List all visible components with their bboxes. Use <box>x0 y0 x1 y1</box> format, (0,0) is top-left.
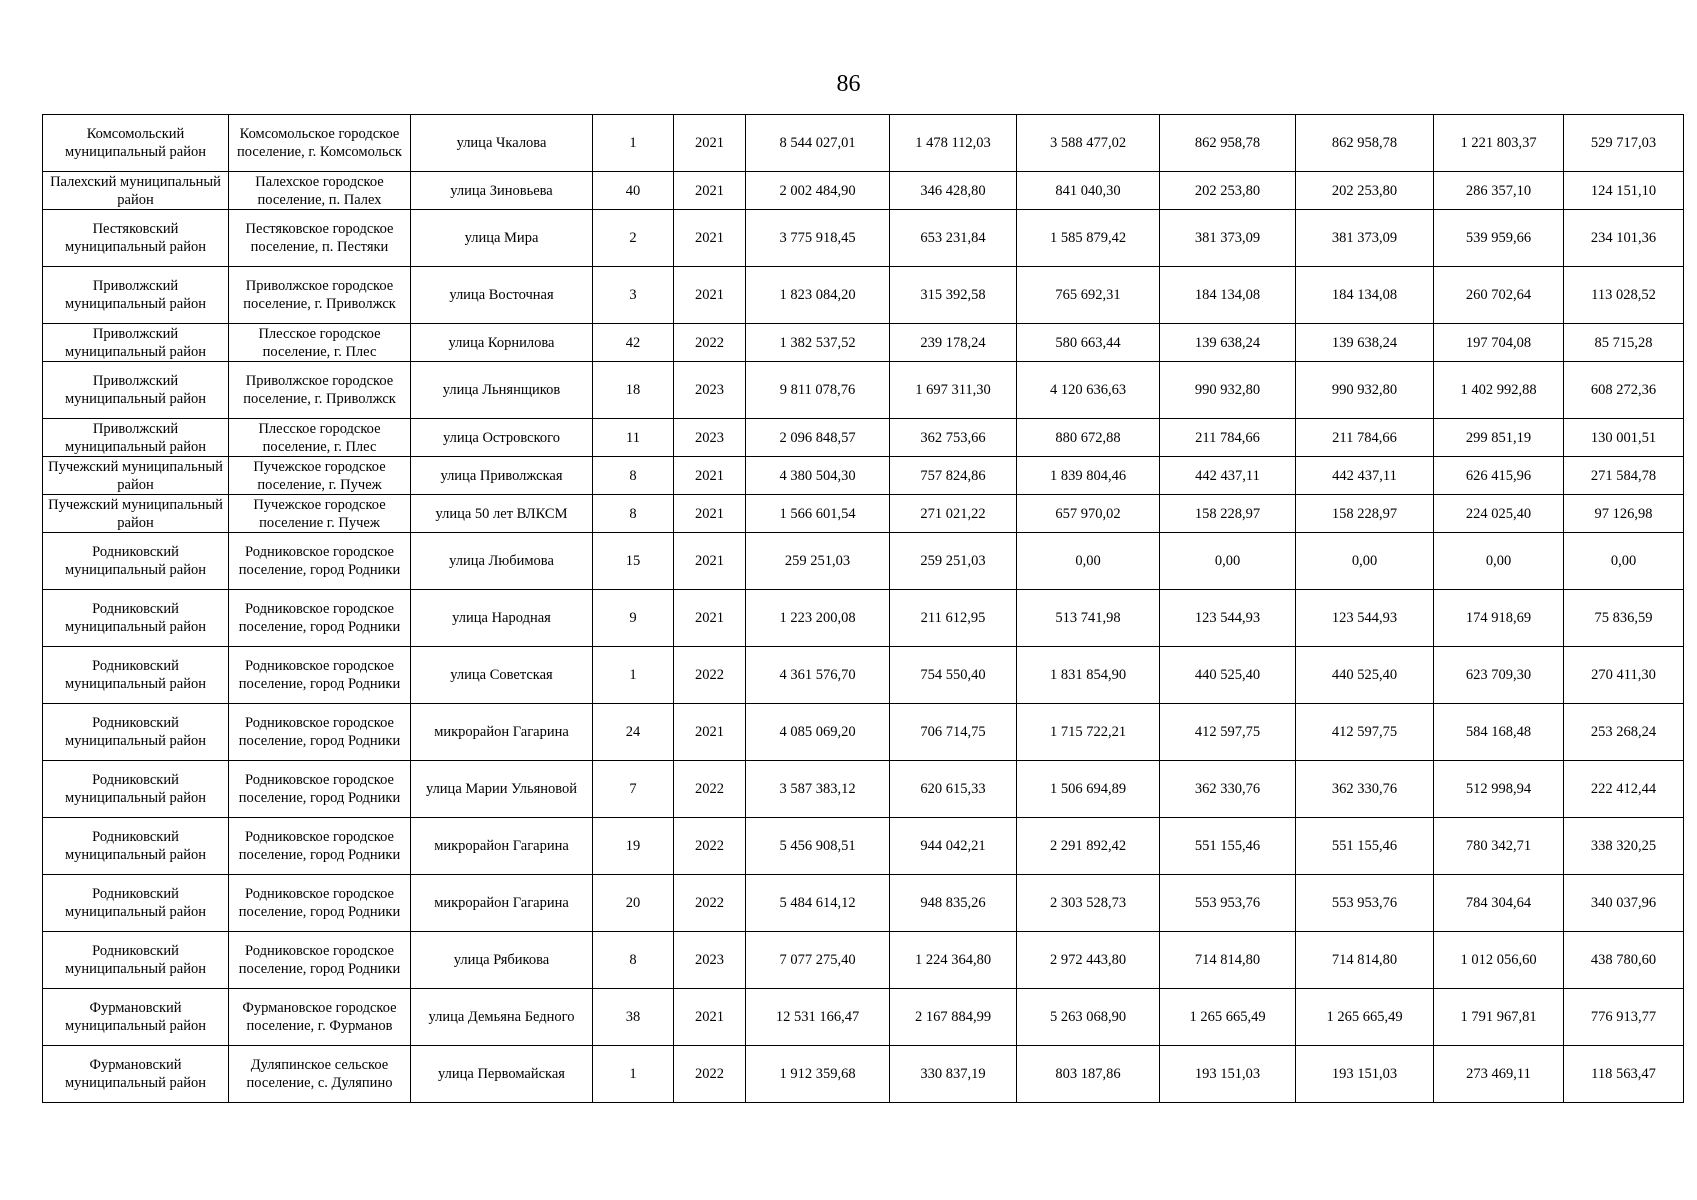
house-number-cell: 1 <box>593 647 674 704</box>
amount-col6-cell: 260 702,64 <box>1434 267 1564 324</box>
house-number-cell: 9 <box>593 590 674 647</box>
amount-col3-cell: 657 970,02 <box>1017 495 1160 533</box>
amount-total-cell: 5 456 908,51 <box>746 818 890 875</box>
settlement-cell: Родниковское городское поселение, город Родники <box>229 704 411 761</box>
amount-col3-cell: 841 040,30 <box>1017 172 1160 210</box>
amount-col6-cell: 584 168,48 <box>1434 704 1564 761</box>
page-number: 86 <box>836 71 861 97</box>
amount-col6-cell: 0,00 <box>1434 533 1564 590</box>
settlement-cell: Родниковское городское поселение, город Родники <box>229 761 411 818</box>
amount-total-cell: 2 002 484,90 <box>746 172 890 210</box>
house-number-cell: 15 <box>593 533 674 590</box>
house-number-cell: 1 <box>593 115 674 172</box>
amount-col2-cell: 271 021,22 <box>890 495 1017 533</box>
district-cell: Комсомольский муниципальный район <box>43 115 229 172</box>
amount-total-cell: 3 775 918,45 <box>746 210 890 267</box>
amount-col4-cell: 714 814,80 <box>1160 932 1296 989</box>
district-cell: Родниковский муниципальный район <box>43 818 229 875</box>
street-cell: улица 50 лет ВЛКСМ <box>411 495 593 533</box>
table-row <box>43 761 1684 818</box>
amount-col2-cell: 944 042,21 <box>890 818 1017 875</box>
year-cell: 2021 <box>674 590 746 647</box>
amount-col7-cell: 85 715,28 <box>1564 324 1684 362</box>
amount-col4-cell: 0,00 <box>1160 533 1296 590</box>
table-row <box>43 172 1684 210</box>
settlement-cell: Комсомольское городское поселение, г. Комсомольск <box>229 115 411 172</box>
amount-col4-cell: 123 544,93 <box>1160 590 1296 647</box>
amount-col2-cell: 1 697 311,30 <box>890 362 1017 419</box>
amount-col7-cell: 438 780,60 <box>1564 932 1684 989</box>
amount-col6-cell: 224 025,40 <box>1434 495 1564 533</box>
amount-col5-cell: 442 437,11 <box>1296 457 1434 495</box>
year-cell: 2022 <box>674 875 746 932</box>
settlement-cell: Фурмановское городское поселение, г. Фурманов <box>229 989 411 1046</box>
amount-col6-cell: 780 342,71 <box>1434 818 1564 875</box>
amount-col3-cell: 1 715 722,21 <box>1017 704 1160 761</box>
settlement-cell: Родниковское городское поселение, город Родники <box>229 590 411 647</box>
amount-col4-cell: 158 228,97 <box>1160 495 1296 533</box>
district-cell: Приволжский муниципальный район <box>43 362 229 419</box>
amount-col6-cell: 174 918,69 <box>1434 590 1564 647</box>
amount-total-cell: 259 251,03 <box>746 533 890 590</box>
amount-col6-cell: 626 415,96 <box>1434 457 1564 495</box>
amount-col4-cell: 553 953,76 <box>1160 875 1296 932</box>
amount-col3-cell: 803 187,86 <box>1017 1046 1160 1103</box>
house-number-cell: 42 <box>593 324 674 362</box>
settlement-cell: Палехское городское поселение, п. Палех <box>229 172 411 210</box>
table-row <box>43 419 1684 457</box>
amount-col4-cell: 990 932,80 <box>1160 362 1296 419</box>
amount-col7-cell: 222 412,44 <box>1564 761 1684 818</box>
amount-col3-cell: 1 585 879,42 <box>1017 210 1160 267</box>
district-cell: Родниковский муниципальный район <box>43 704 229 761</box>
district-cell: Фурмановский муниципальный район <box>43 1046 229 1103</box>
table-row <box>43 818 1684 875</box>
street-cell: улица Зиновьева <box>411 172 593 210</box>
amount-col3-cell: 2 291 892,42 <box>1017 818 1160 875</box>
amount-col7-cell: 97 126,98 <box>1564 495 1684 533</box>
amount-col7-cell: 124 151,10 <box>1564 172 1684 210</box>
amount-col6-cell: 1 402 992,88 <box>1434 362 1564 419</box>
street-cell: улица Народная <box>411 590 593 647</box>
street-cell: улица Льнянщиков <box>411 362 593 419</box>
settlement-cell: Родниковское городское поселение, город Родники <box>229 647 411 704</box>
table-row <box>43 267 1684 324</box>
district-cell: Приволжский муниципальный район <box>43 324 229 362</box>
street-cell: улица Чкалова <box>411 115 593 172</box>
house-number-cell: 18 <box>593 362 674 419</box>
street-cell: улица Рябикова <box>411 932 593 989</box>
amount-col5-cell: 158 228,97 <box>1296 495 1434 533</box>
amount-col5-cell: 381 373,09 <box>1296 210 1434 267</box>
settlement-cell: Пучежское городское поселение, г. Пучеж <box>229 457 411 495</box>
house-number-cell: 8 <box>593 932 674 989</box>
amount-col4-cell: 362 330,76 <box>1160 761 1296 818</box>
district-cell: Родниковский муниципальный район <box>43 590 229 647</box>
amount-col3-cell: 1 839 804,46 <box>1017 457 1160 495</box>
amount-col7-cell: 271 584,78 <box>1564 457 1684 495</box>
amount-col7-cell: 253 268,24 <box>1564 704 1684 761</box>
amount-col3-cell: 765 692,31 <box>1017 267 1160 324</box>
amount-total-cell: 1 912 359,68 <box>746 1046 890 1103</box>
year-cell: 2022 <box>674 761 746 818</box>
amount-total-cell: 9 811 078,76 <box>746 362 890 419</box>
house-number-cell: 11 <box>593 419 674 457</box>
amount-col4-cell: 139 638,24 <box>1160 324 1296 362</box>
amount-col7-cell: 118 563,47 <box>1564 1046 1684 1103</box>
year-cell: 2022 <box>674 1046 746 1103</box>
amount-total-cell: 4 361 576,70 <box>746 647 890 704</box>
amount-col6-cell: 286 357,10 <box>1434 172 1564 210</box>
district-cell: Приволжский муниципальный район <box>43 267 229 324</box>
amount-col3-cell: 1 831 854,90 <box>1017 647 1160 704</box>
table-row <box>43 457 1684 495</box>
year-cell: 2022 <box>674 324 746 362</box>
amount-col7-cell: 529 717,03 <box>1564 115 1684 172</box>
settlement-cell: Плесское городское поселение, г. Плес <box>229 324 411 362</box>
amount-col3-cell: 513 741,98 <box>1017 590 1160 647</box>
house-number-cell: 7 <box>593 761 674 818</box>
settlement-cell: Плесское городское поселение, г. Плес <box>229 419 411 457</box>
street-cell: улица Приволжская <box>411 457 593 495</box>
amount-col4-cell: 442 437,11 <box>1160 457 1296 495</box>
table-row <box>43 324 1684 362</box>
house-number-cell: 38 <box>593 989 674 1046</box>
amount-total-cell: 12 531 166,47 <box>746 989 890 1046</box>
amount-col5-cell: 202 253,80 <box>1296 172 1434 210</box>
amount-col4-cell: 440 525,40 <box>1160 647 1296 704</box>
settlement-cell: Приволжское городское поселение, г. Приволжск <box>229 267 411 324</box>
amount-col5-cell: 184 134,08 <box>1296 267 1434 324</box>
data-table <box>42 114 1684 1103</box>
table-row <box>43 875 1684 932</box>
amount-total-cell: 3 587 383,12 <box>746 761 890 818</box>
street-cell: микрорайон Гагарина <box>411 875 593 932</box>
house-number-cell: 8 <box>593 457 674 495</box>
table-row <box>43 647 1684 704</box>
amount-col7-cell: 776 913,77 <box>1564 989 1684 1046</box>
amount-col7-cell: 75 836,59 <box>1564 590 1684 647</box>
street-cell: улица Мира <box>411 210 593 267</box>
district-cell: Родниковский муниципальный район <box>43 647 229 704</box>
street-cell: улица Восточная <box>411 267 593 324</box>
district-cell: Родниковский муниципальный район <box>43 533 229 590</box>
amount-col3-cell: 4 120 636,63 <box>1017 362 1160 419</box>
district-cell: Родниковский муниципальный район <box>43 761 229 818</box>
amount-col2-cell: 259 251,03 <box>890 533 1017 590</box>
street-cell: улица Любимова <box>411 533 593 590</box>
house-number-cell: 24 <box>593 704 674 761</box>
amount-col5-cell: 0,00 <box>1296 533 1434 590</box>
amount-col2-cell: 948 835,26 <box>890 875 1017 932</box>
amount-col5-cell: 862 958,78 <box>1296 115 1434 172</box>
amount-total-cell: 4 380 504,30 <box>746 457 890 495</box>
amount-total-cell: 7 077 275,40 <box>746 932 890 989</box>
amount-col7-cell: 270 411,30 <box>1564 647 1684 704</box>
district-cell: Палехский муниципальный район <box>43 172 229 210</box>
table-row <box>43 704 1684 761</box>
amount-total-cell: 2 096 848,57 <box>746 419 890 457</box>
amount-col2-cell: 362 753,66 <box>890 419 1017 457</box>
amount-col5-cell: 551 155,46 <box>1296 818 1434 875</box>
district-cell: Родниковский муниципальный район <box>43 875 229 932</box>
amount-col3-cell: 2 303 528,73 <box>1017 875 1160 932</box>
amount-col3-cell: 5 263 068,90 <box>1017 989 1160 1046</box>
amount-col3-cell: 880 672,88 <box>1017 419 1160 457</box>
street-cell: микрорайон Гагарина <box>411 818 593 875</box>
amount-col2-cell: 757 824,86 <box>890 457 1017 495</box>
table-row <box>43 210 1684 267</box>
amount-col5-cell: 1 265 665,49 <box>1296 989 1434 1046</box>
amount-col6-cell: 1 791 967,81 <box>1434 989 1564 1046</box>
table-row <box>43 533 1684 590</box>
house-number-cell: 1 <box>593 1046 674 1103</box>
amount-col4-cell: 1 265 665,49 <box>1160 989 1296 1046</box>
district-cell: Приволжский муниципальный район <box>43 419 229 457</box>
year-cell: 2021 <box>674 533 746 590</box>
amount-col3-cell: 0,00 <box>1017 533 1160 590</box>
amount-col3-cell: 3 588 477,02 <box>1017 115 1160 172</box>
house-number-cell: 3 <box>593 267 674 324</box>
year-cell: 2021 <box>674 210 746 267</box>
house-number-cell: 19 <box>593 818 674 875</box>
year-cell: 2021 <box>674 172 746 210</box>
district-cell: Пучежский муниципальный район <box>43 457 229 495</box>
district-cell: Пестяковский муниципальный район <box>43 210 229 267</box>
amount-col5-cell: 139 638,24 <box>1296 324 1434 362</box>
street-cell: улица Советская <box>411 647 593 704</box>
street-cell: улица Корнилова <box>411 324 593 362</box>
street-cell: улица Первомайская <box>411 1046 593 1103</box>
house-number-cell: 20 <box>593 875 674 932</box>
amount-col7-cell: 608 272,36 <box>1564 362 1684 419</box>
table-row <box>43 1046 1684 1103</box>
year-cell: 2021 <box>674 495 746 533</box>
amount-col6-cell: 623 709,30 <box>1434 647 1564 704</box>
settlement-cell: Родниковское городское поселение, город Родники <box>229 932 411 989</box>
amount-col6-cell: 1 012 056,60 <box>1434 932 1564 989</box>
amount-col2-cell: 653 231,84 <box>890 210 1017 267</box>
amount-col7-cell: 0,00 <box>1564 533 1684 590</box>
settlement-cell: Пучежское городское поселение г. Пучеж <box>229 495 411 533</box>
year-cell: 2021 <box>674 704 746 761</box>
amount-col7-cell: 338 320,25 <box>1564 818 1684 875</box>
amount-col3-cell: 1 506 694,89 <box>1017 761 1160 818</box>
amount-col5-cell: 193 151,03 <box>1296 1046 1434 1103</box>
house-number-cell: 8 <box>593 495 674 533</box>
district-cell: Фурмановский муниципальный район <box>43 989 229 1046</box>
amount-col2-cell: 754 550,40 <box>890 647 1017 704</box>
house-number-cell: 2 <box>593 210 674 267</box>
amount-col6-cell: 299 851,19 <box>1434 419 1564 457</box>
table-row <box>43 989 1684 1046</box>
amount-col4-cell: 412 597,75 <box>1160 704 1296 761</box>
table-row <box>43 932 1684 989</box>
table-row <box>43 495 1684 533</box>
amount-total-cell: 1 382 537,52 <box>746 324 890 362</box>
amount-col3-cell: 580 663,44 <box>1017 324 1160 362</box>
street-cell: улица Островского <box>411 419 593 457</box>
year-cell: 2023 <box>674 419 746 457</box>
district-cell: Пучежский муниципальный район <box>43 495 229 533</box>
amount-col2-cell: 1 224 364,80 <box>890 932 1017 989</box>
amount-col7-cell: 340 037,96 <box>1564 875 1684 932</box>
settlement-cell: Родниковское городское поселение, город Родники <box>229 875 411 932</box>
amount-total-cell: 1 223 200,08 <box>746 590 890 647</box>
table-row <box>43 590 1684 647</box>
settlement-cell: Родниковское городское поселение, город Родники <box>229 818 411 875</box>
settlement-cell: Дуляпинское сельское поселение, с. Дуляпино <box>229 1046 411 1103</box>
street-cell: микрорайон Гагарина <box>411 704 593 761</box>
amount-col5-cell: 714 814,80 <box>1296 932 1434 989</box>
table-row <box>43 115 1684 172</box>
year-cell: 2021 <box>674 115 746 172</box>
amount-col5-cell: 553 953,76 <box>1296 875 1434 932</box>
amount-col4-cell: 862 958,78 <box>1160 115 1296 172</box>
amount-col7-cell: 130 001,51 <box>1564 419 1684 457</box>
amount-col7-cell: 234 101,36 <box>1564 210 1684 267</box>
amount-total-cell: 4 085 069,20 <box>746 704 890 761</box>
amount-col2-cell: 1 478 112,03 <box>890 115 1017 172</box>
street-cell: улица Демьяна Бедного <box>411 989 593 1046</box>
amount-col6-cell: 273 469,11 <box>1434 1046 1564 1103</box>
settlement-cell: Приволжское городское поселение, г. Приволжск <box>229 362 411 419</box>
amount-total-cell: 5 484 614,12 <box>746 875 890 932</box>
amount-col5-cell: 990 932,80 <box>1296 362 1434 419</box>
year-cell: 2021 <box>674 267 746 324</box>
amount-col4-cell: 551 155,46 <box>1160 818 1296 875</box>
amount-col7-cell: 113 028,52 <box>1564 267 1684 324</box>
street-cell: улица Марии Ульяновой <box>411 761 593 818</box>
amount-col6-cell: 197 704,08 <box>1434 324 1564 362</box>
amount-col2-cell: 620 615,33 <box>890 761 1017 818</box>
amount-col2-cell: 706 714,75 <box>890 704 1017 761</box>
amount-col4-cell: 193 151,03 <box>1160 1046 1296 1103</box>
year-cell: 2023 <box>674 932 746 989</box>
district-cell: Родниковский муниципальный район <box>43 932 229 989</box>
amount-col5-cell: 440 525,40 <box>1296 647 1434 704</box>
amount-col4-cell: 381 373,09 <box>1160 210 1296 267</box>
amount-col2-cell: 2 167 884,99 <box>890 989 1017 1046</box>
amount-col5-cell: 211 784,66 <box>1296 419 1434 457</box>
amount-col2-cell: 239 178,24 <box>890 324 1017 362</box>
amount-col6-cell: 512 998,94 <box>1434 761 1564 818</box>
amount-col6-cell: 539 959,66 <box>1434 210 1564 267</box>
year-cell: 2023 <box>674 362 746 419</box>
amount-col2-cell: 315 392,58 <box>890 267 1017 324</box>
amount-col2-cell: 346 428,80 <box>890 172 1017 210</box>
amount-col2-cell: 211 612,95 <box>890 590 1017 647</box>
amount-col5-cell: 412 597,75 <box>1296 704 1434 761</box>
amount-col2-cell: 330 837,19 <box>890 1046 1017 1103</box>
table-row <box>43 362 1684 419</box>
year-cell: 2021 <box>674 457 746 495</box>
house-number-cell: 40 <box>593 172 674 210</box>
amount-col6-cell: 784 304,64 <box>1434 875 1564 932</box>
amount-col6-cell: 1 221 803,37 <box>1434 115 1564 172</box>
amount-col5-cell: 362 330,76 <box>1296 761 1434 818</box>
amount-total-cell: 1 823 084,20 <box>746 267 890 324</box>
amount-col4-cell: 211 784,66 <box>1160 419 1296 457</box>
table-body <box>43 115 1684 1103</box>
amount-col5-cell: 123 544,93 <box>1296 590 1434 647</box>
amount-col4-cell: 184 134,08 <box>1160 267 1296 324</box>
settlement-cell: Родниковское городское поселение, город Родники <box>229 533 411 590</box>
year-cell: 2021 <box>674 989 746 1046</box>
year-cell: 2022 <box>674 647 746 704</box>
amount-col4-cell: 202 253,80 <box>1160 172 1296 210</box>
amount-total-cell: 1 566 601,54 <box>746 495 890 533</box>
amount-total-cell: 8 544 027,01 <box>746 115 890 172</box>
settlement-cell: Пестяковское городское поселение, п. Пестяки <box>229 210 411 267</box>
year-cell: 2022 <box>674 818 746 875</box>
amount-col3-cell: 2 972 443,80 <box>1017 932 1160 989</box>
